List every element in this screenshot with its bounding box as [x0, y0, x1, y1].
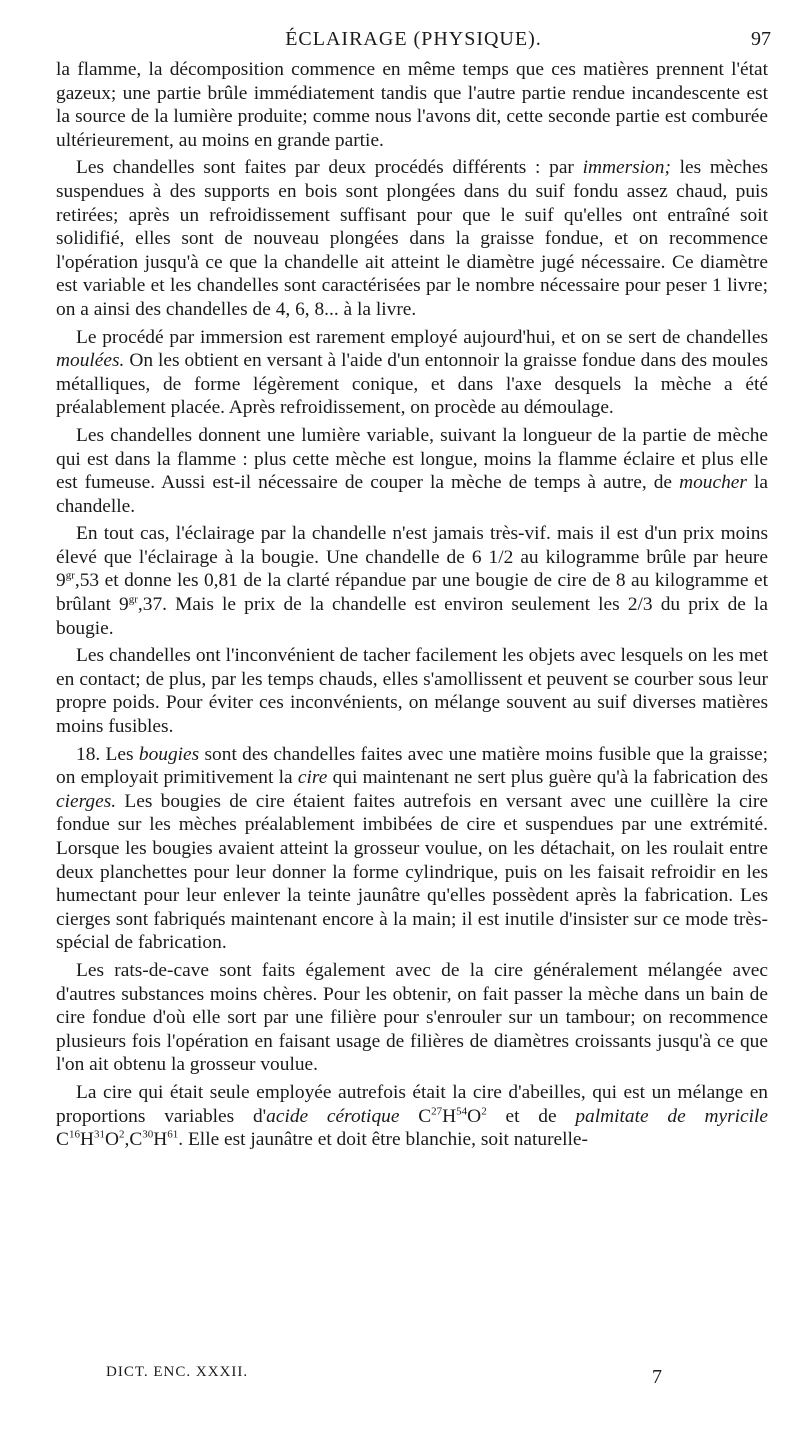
text-run: les mèches suspendues à des supports en bois sont plongées dans du suif fondu assez chaud, puis retirées; après un refroidissement suffisant pour que le suif qu'elles ont entraîné soit solidifié, elles sont de nouveau plongées dans la graisse fondue, et on recommence l'opération jusqu'à ce que la chandelle ait atteint le diamètre jugé nécessaire. Ce diamètre est variable et les chandelles sont caractérisées par le nombre nécessaire pour peser 1 livre; on a ainsi des chandelles de 4, 6, 8... à la livre.: [56, 157, 768, 320]
superscript: 2: [481, 1105, 487, 1118]
text-run: H: [153, 1129, 168, 1151]
page-title: ÉCLAIRAGE (PHYSIQUE).: [285, 28, 542, 50]
text-run: Le procédé par immersion est rarement employé aujourd'hui, et on se sert de chandelles: [76, 326, 768, 348]
text-run: C: [56, 1129, 69, 1151]
text-run: ,37. Mais le prix de la chandelle est environ seulement les 2/3 du prix de la bougie.: [56, 594, 768, 639]
superscript: 61: [167, 1128, 179, 1141]
superscript: 54: [456, 1105, 468, 1118]
text-run: Les rats-de-cave sont faits également avec de la cire généralement mélangée avec d'autres substances moins chères. Pour les obtenir, on fait passer la mèche dans un bain de cire fondue d'où elle sort par une filière pour s'enrouler sur un tambour; on recommence plusieurs fois l'opération en faisant usage de filières de diamètres croissants jusqu'à ce que l'on ait obtenu la grosseur voulue.: [56, 959, 768, 1076]
paragraph: [56, 156, 768, 321]
text-run: la flamme, la décomposition commence en même temps que ces matières prennent l'état gazeux; une partie brûle immédiatement tandis que l'autre partie rendue incandescente est la source de la lumière produite; comme nous l'avons dit, cette seconde partie est comburée ultérieurement, au moins en grande partie.: [56, 59, 768, 151]
italic-text: cire: [297, 767, 328, 789]
body-text: [56, 58, 768, 1156]
italic-text: moulées.: [56, 350, 125, 372]
text-run: ,C: [124, 1129, 143, 1151]
text-run: On les obtient en versant à l'aide d'un entonnoir la graisse fondue dans des moules métalliques, de forme légèrement conique, et dans l'axe desquels la mèche a été préalablement placée. Après refroidissement, on procède au démoulage.: [56, 350, 768, 419]
superscript: 31: [93, 1128, 105, 1141]
superscript: 27: [431, 1105, 443, 1118]
superscript: 16: [68, 1128, 80, 1141]
text-run: la chandelle.: [56, 472, 768, 517]
italic-text: cierges.: [56, 790, 117, 812]
italic-text: immersion;: [582, 157, 671, 179]
paragraph: [56, 424, 768, 518]
text-run: En tout cas, l'éclairage par la chandelle n'est jamais très-vif. mais il est d'un prix moins élevé que l'éclairage à la bougie. Une chandelle de 6 1/2 au kilogramme brûle par heure 9: [56, 523, 768, 592]
paragraph: [56, 959, 768, 1077]
text-run: Les bougies de cire étaient faites autrefois en versant avec une cuillère la cire fondue sur les mèches préalablement imbibées de cire et suspendues par une extrémité. Lorsque les bougies avaient atteint la grosseur voulue, on les détachait, on les roulait entre deux planchettes pour leur donner la forme cylindrique, puis on les faisait refroidir en les humectant pour leur enlever la teinte jaunâtre qu'elles possèdent après la fabrication. Les cierges sont fabriqués maintenant encore à la main; il est inutile d'insister sur ce mode très-spécial de fabrication.: [56, 790, 768, 954]
text-run: C: [399, 1105, 432, 1127]
text-run: La cire qui était seule employée autrefois était la cire d'abeilles, qui est un mélange en proportions variables d': [56, 1081, 768, 1127]
text-run: Les chandelles sont faites par deux procédés différents : par: [76, 157, 583, 179]
italic-text: palmitate de myricile: [575, 1105, 768, 1127]
superscript: gr: [128, 593, 138, 606]
paragraph: [56, 743, 768, 955]
superscript: 30: [142, 1128, 154, 1141]
superscript: 2: [118, 1128, 125, 1141]
text-run: qui maintenant ne sert plus guère qu'à la fabrication des: [327, 767, 768, 789]
superscript: gr: [65, 570, 75, 582]
running-header: [56, 28, 771, 58]
text-run: et de: [486, 1105, 576, 1127]
text-run: Les chandelles ont l'inconvénient de tacher facilement les objets avec lesquels on les met en contact; de plus, par les temps chauds, elles s'amollissent et peuvent se courber sous leur propre poids. Pour éviter ces inconvénients, on mélange souvent au suif diverses matières moins fusibles.: [56, 645, 768, 738]
text-run: sont des chandelles faites avec une matière moins fusible que la graisse; on employait primitivement la: [56, 743, 769, 789]
signature-mark: DICT. ENC. XXXII.: [106, 1364, 249, 1380]
text-run: Les chandelles donnent une lumière variable, suivant la longueur de la partie de mèche qui est dans la flamme : plus cette mèche est longue, moins la flamme éclaire et plus elle est fumeuse. Aussi est-il nécessaire de couper la mèche de temps à autre, de: [56, 424, 768, 494]
text-run: H: [442, 1105, 457, 1127]
text-run: 18. Les: [76, 743, 139, 765]
italic-text: acide cérotique: [266, 1105, 400, 1127]
text-run: ,53 et donne les 0,81 de la clarté répandue par une bougie de cire de 8 au kilogramme et brûlant 9: [56, 570, 768, 616]
paragraph: [56, 644, 768, 738]
italic-text: moucher: [679, 472, 747, 494]
text-run: O: [467, 1105, 482, 1127]
paragraph: [56, 522, 768, 640]
text-run: . Elle est jaunâtre et doit être blanchie, soit naturelle-: [178, 1129, 588, 1151]
paragraph: [56, 326, 768, 420]
signature-number: 7: [652, 1366, 662, 1388]
italic-text: bougies: [138, 743, 200, 765]
paragraph: [56, 1081, 768, 1152]
page-number: 97: [751, 28, 771, 50]
text-run: H: [79, 1129, 94, 1151]
text-run: O: [104, 1129, 119, 1151]
page-footer: [56, 1364, 768, 1390]
paragraph: [56, 58, 768, 152]
